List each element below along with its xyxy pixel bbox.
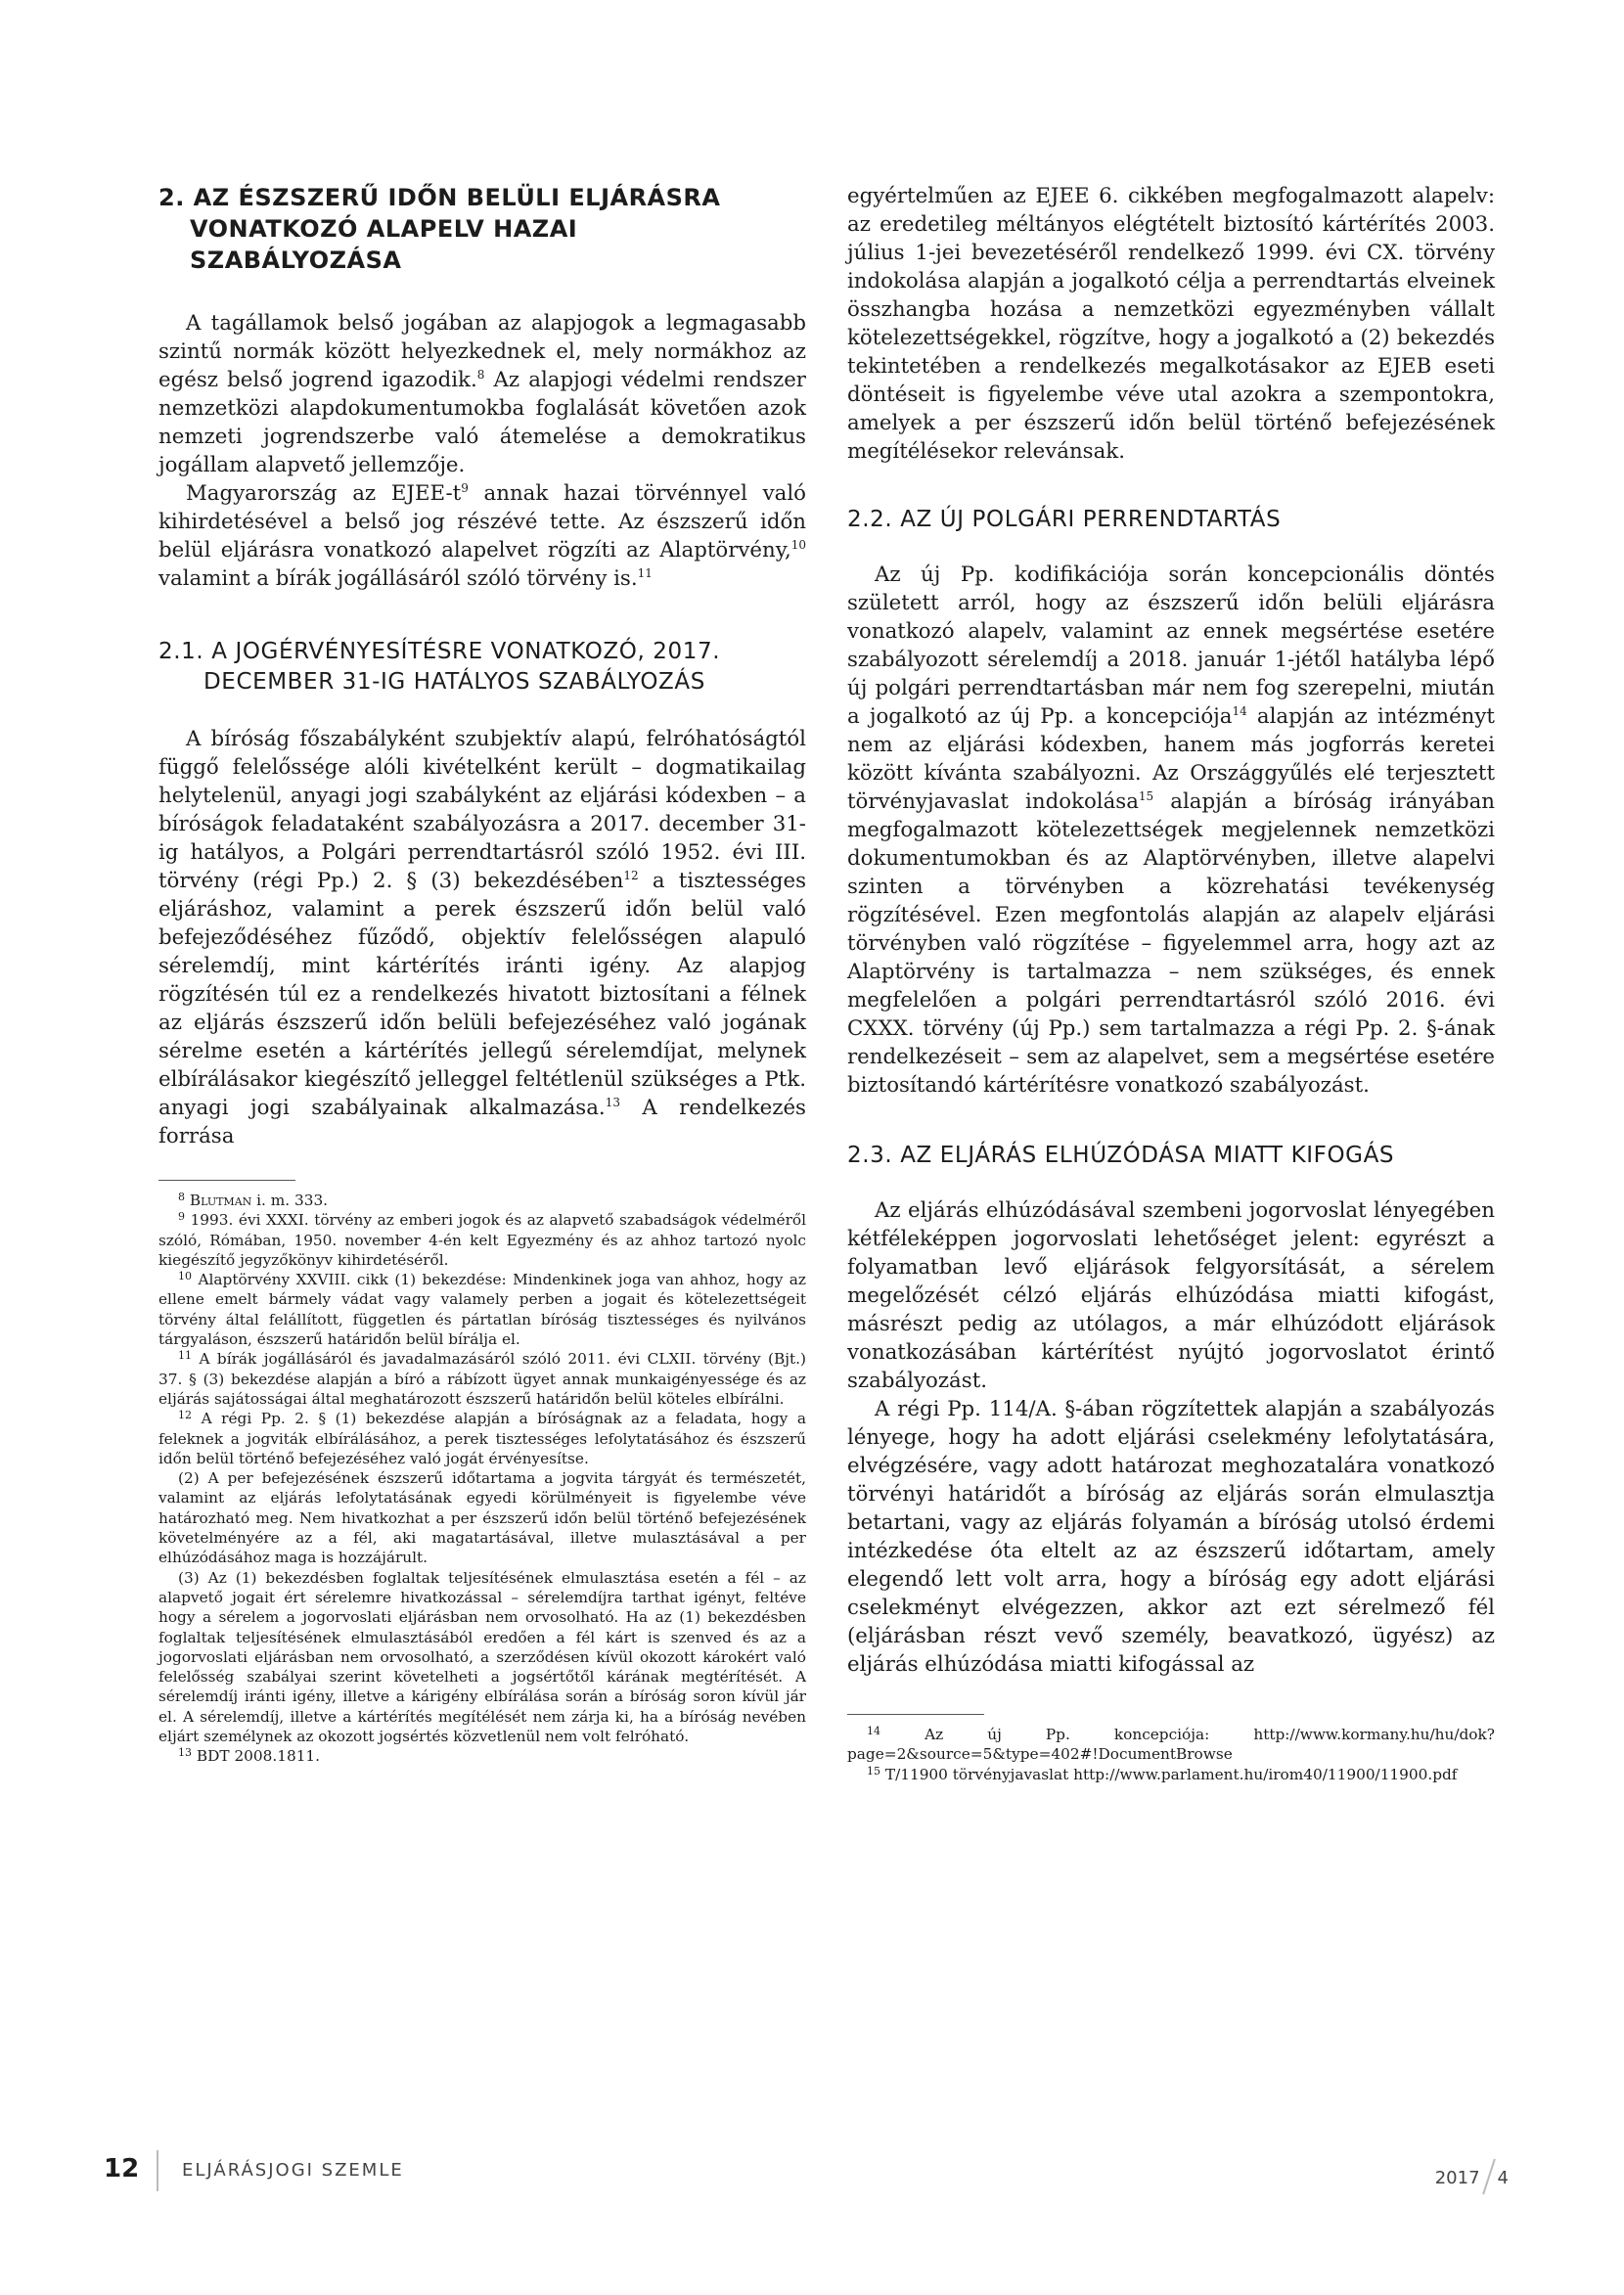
page-footer xyxy=(100,2150,1509,2193)
subsection-heading: 2.2. AZ ÚJ POLGÁRI PERRENDTARTÁS xyxy=(847,507,1282,532)
issue-slash xyxy=(1482,2159,1496,2195)
footnote: $^{12}$ A régi Pp. 2. § (1) bekezdése alapján a bíróságnak az a feladata, hogy a feleknek a jogviták elbírálásához, a perek tisztességes lefolytatásához és észszerű időn belül történő befejezéséhez való jogát érvényesítse. xyxy=(158,1409,806,1467)
footnote: $^{10}$ Alaptörvény XXVIII. cikk (1) bekezdése: Mindenkinek joga van ahhoz, hogy az ellene emelt bármely vádat vagy valamely perben a jogait és kötelezettségeit törvény által felállított, független és pártatlan bíróság tisztességes és nyilvános tárgyaláson, észszerű határidőn belül bírálja el. xyxy=(158,1270,806,1349)
journal-title: ELJÁRÁSJOGI SZEMLE xyxy=(182,2160,404,2181)
footnote-ref[interactable]: 8 xyxy=(476,368,485,382)
footnotes xyxy=(847,1725,1495,1784)
right-column xyxy=(847,182,1495,1784)
left-column xyxy=(158,182,806,1767)
footnotes xyxy=(158,1191,806,1767)
footnote-ref[interactable]: 9 xyxy=(461,481,469,495)
subsection-heading xyxy=(158,637,806,698)
footnote: $^8$ Blutman i. m. 333. xyxy=(178,1191,329,1209)
issue-info xyxy=(1435,2158,1509,2195)
paragraph: Az eljárás elhúzódásával szembeni jogorvoslat lényegében kétféleképpen jogorvoslati lehetőséget jelent: egyrészt a folyamatban levő eljárások felgyorsítását, a sérelem megelőzését célzó eljárás elhúzódása miatti kifogást, másrészt pedig az utólagos, a már elhúzódott eljárások vonatkozásában kártérítést nyújtó jogorvoslatot érintő szabályozást. xyxy=(847,1198,1495,1393)
issue-year: 2017 xyxy=(1434,2168,1480,2188)
footnote-ref[interactable]: 11 xyxy=(637,566,653,580)
page-number: 12 xyxy=(104,2154,140,2183)
paragraph: egyértelműen az EJEE 6. cikkében megfogalmazott alapelv: az eredetileg méltányos elégtételt biztosító kártérítés 2003. július 1-jei bevezetéséről rendelkező 1999. évi CX. törvény indokolása alapján a jogalkotó célja a perrendtartás elveinek összhangba hozása a nemzetközi egyezményben vállalt kötelezettségekkel, rögzítve, hogy a jogalkotó a (2) bekezdés tekintetében a rendelkezés megalkotásakor az EJEB eseti döntéseit is figyelembe véve utal azokra a szempontokra, amelyek a per észszerű időn belül történő befejezésének megítélésekor relevánsak. xyxy=(847,184,1495,464)
footnote-ref[interactable]: 14 xyxy=(1232,704,1247,718)
heading-line: DECEMBER 31-IG HATÁLYOS SZABÁLYOZÁS xyxy=(203,669,705,695)
footnote: (3) Az (1) bekezdésben foglaltak teljesítésének elmulasztása esetén a fél – az alapvető jogait ért sérelemre hivatkozással – sérelemdíjra tarthat igényt, feltéve hogy a sérelem a jogorvoslati eljárásban nem orvosolható. Ha az (1) bekezdésben foglaltak teljesítésének elmulasztásából eredően a fél kárt is szenved és az a jogorvoslati eljárásban nem orvosolható, a szerződésen kívül okozott károkért való felelősség szabályai szerint követelheti a jogsértőtől kárának megtérítését. A sérelemdíj iránti igény, illetve a kárigény elbírálása során a bíróság soron kívül jár el. A sérelemdíj, illetve a kártérítés megítélését nem zárja ki, ha a bíróság nevében eljárt személynek az okozott jogsértés közvetlenül nem volt felróható. xyxy=(158,1568,806,1746)
footnote: $^{15}$ T/11900 törvényjavaslat http://www.parlament.hu/irom40/11900/11900.pdf xyxy=(867,1764,1458,1783)
paragraph: A tagállamok belső jogában az alapjogok a legmagasabb szintű normák között helyezkednek el, mely normákhoz az egész belső jogrend igazodik.$^8$ Az alapjogi védelmi rendszer nemzetközi alapdokumentumokba foglalását követően azok nemzeti jogrendszerbe való átemelése a demokratikus jogállam alapvető jellemzője. xyxy=(158,311,806,477)
footnote: $^{13}$ BDT 2008.1811. xyxy=(178,1746,321,1766)
heading-line: 2. AZ ÉSZSZERŰ IDŐN BELÜLI ELJÁRÁSRA xyxy=(158,184,721,211)
paragraph: A régi Pp. 114/A. §-ában rögzítettek alapján a szabályozás lényege, hogy ha adott eljárási cselekmény lefolytatására, elvégzésére, vagy adott határozat meghozatalára vonatkozó törvényi határidőt a bíróság az eljárás során elmulasztja betartani, vagy az eljárás folyamán a bíróság utolsó érdemi intézkedése óta eltelt az az észszerű időtartam, amely elegendő lett volt arra, hogy a bíróság egy adott eljárási cselekményt elvégezzen, akkor azt ezt sérelmező fél (eljárásban részt vevő személy, beavatkozó, ügyész) az eljárás elhúzódása miatti kifogással az xyxy=(847,1397,1495,1677)
footnote-ref[interactable]: 12 xyxy=(623,869,639,882)
footnote: (2) A per befejezésének észszerű időtartama a jogvita tárgyát és természetét, valamint az eljárás lefolytatásának egyedi körülményeit is figyelembe véve határozható meg. Nem hivatkozhat a per észszerű időn belül történő befejezésének követelményére az a fél, aki magatartásával, illetve mulasztásával a per elhúzódásához maga is hozzájárult. xyxy=(158,1469,806,1567)
footnote-ref[interactable]: 13 xyxy=(605,1096,620,1109)
footer-divider xyxy=(157,2150,158,2191)
heading-line: SZABÁLYOZÁSA xyxy=(190,247,402,274)
section-heading xyxy=(158,182,806,276)
heading-line: 2.1. A JOGÉRVÉNYESÍTÉSRE VONATKOZÓ, 2017. xyxy=(158,639,721,664)
paragraph: Magyarország az EJEE-$t^9$ annak hazai törvénnyel való kihirdetésével a belső jog részévé tette. Az észszerű időn belül eljárásra vonatkozó alapelvet rögzíti az Alaptörvény,$^{10}$ valamint a bírák jogállásáról szóló törvény is.$^{11}$ xyxy=(158,481,807,591)
footnote-ref[interactable]: 15 xyxy=(1138,789,1154,803)
footnote-ref[interactable]: 10 xyxy=(790,538,806,552)
footnote: $^{11}$ A bírák jogállásáról és javadalmazásáról szóló 2011. évi CLXII. törvény (Bjt.) 37. § (3) bekezdése alapján a bíró a rábízott ügyet annak munkaigényessége és az eljárás sajátosságai által meghatározott észszerű határidőn belül köteles elbírálni. xyxy=(158,1349,806,1408)
subsection-heading: 2.3. AZ ELJÁRÁS ELHÚZÓDÁSA MIATT KIFOGÁS xyxy=(847,1143,1395,1168)
paragraph: A bíróság főszabályként szubjektív alapú, felróhatóságtól függő felelőssége alóli kivételként került – dogmatikailag helytelenül, anyagi jogi szabályként az eljárási kódexben – a bíróságok feladataként szabályozásra a 2017. december 31-ig hatályos, a Polgári perrendtartásról szóló 1952. évi III. törvény (régi Pp.) 2. § (3) bekezdésében$^{12}$ a tisztességes eljáráshoz, valamint a perek észszerű időn belül való befejeződéséhez fűződő, objektív felelősségen alapuló sérelemdíj, mint kártérítés iránti igény. Az alapjog rögzítésén túl ez a rendelkezés hivatott biztosítani a félnek az eljárás észszerű időn belüli befejezéséhez való jogának sérelme esetén a kártérítés jellegű sérelemdíjat, melynek elbírálásakor kiegészítő jelleggel feltétlenül szükséges a Ptk. anyagi jogi szabályainak alkalmazása.$^{13}$ A rendelkezés forrása xyxy=(158,727,807,1148)
paragraph: Az új Pp. kodifikációja során koncepcionális döntés született arról, hogy az észszerű időn belüli eljárásra vonatkozó alapelv, valamint az ennek megsértése esetére szabályozott sérelemdíj a 2018. január 1-jétől hatályba lépő új polgári perrendtartásban már nem fog szerepelni, miután a jogalkotó az új Pp. a koncepciója$^{14}$ alapján az intézményt nem az eljárási kódexben, hanem más jogforrás keretei között kívánta szabályozni. Az Országgyűlés elé terjesztett törvényjavaslat indokolása$^{15}$ alapján a bíróság irányában megfogalmazott kötelezettségek megjelennek nemzetközi dokumentumokban és az Alaptörvényben, illetve alapelvi szinten a törvényben a közrehatási tevékenység rögzítésével. Ezen megfontolás alapján az alapelv eljárási törvényben való rögzítése – figyelemmel arra, hogy azt az Alaptörvény is tartalmazza – nem szükséges, és ennek megfelelően a polgári perrendtartásról szóló 2016. évi CXXX. törvény (új Pp.) sem tartalmazza a régi Pp. 2. §-ának rendelkezéseit – sem az alapelvet, sem a megsértése esetére biztosítandó kártérítésre vonatkozó szabályozást. xyxy=(847,562,1495,1098)
issue-number: 4 xyxy=(1497,2168,1509,2188)
footnote: $^{14}$ Az új Pp. koncepciója: http://www.kormany.hu/hu/dok?page=2&source=5&type=402#!DocumentBrowse xyxy=(847,1725,1495,1764)
heading-line: VONATKOZÓ ALAPELV HAZAI xyxy=(190,215,578,243)
footnote: $^9$ 1993. évi XXXI. törvény az emberi jogok és az alapvető szabadságok védelméről szóló, Rómában, 1950. november 4-én kelt Egyezmény és az ahhoz tartozó nyolc kiegészítő jegyzőkönyv kihirdetéséről. xyxy=(158,1210,806,1269)
